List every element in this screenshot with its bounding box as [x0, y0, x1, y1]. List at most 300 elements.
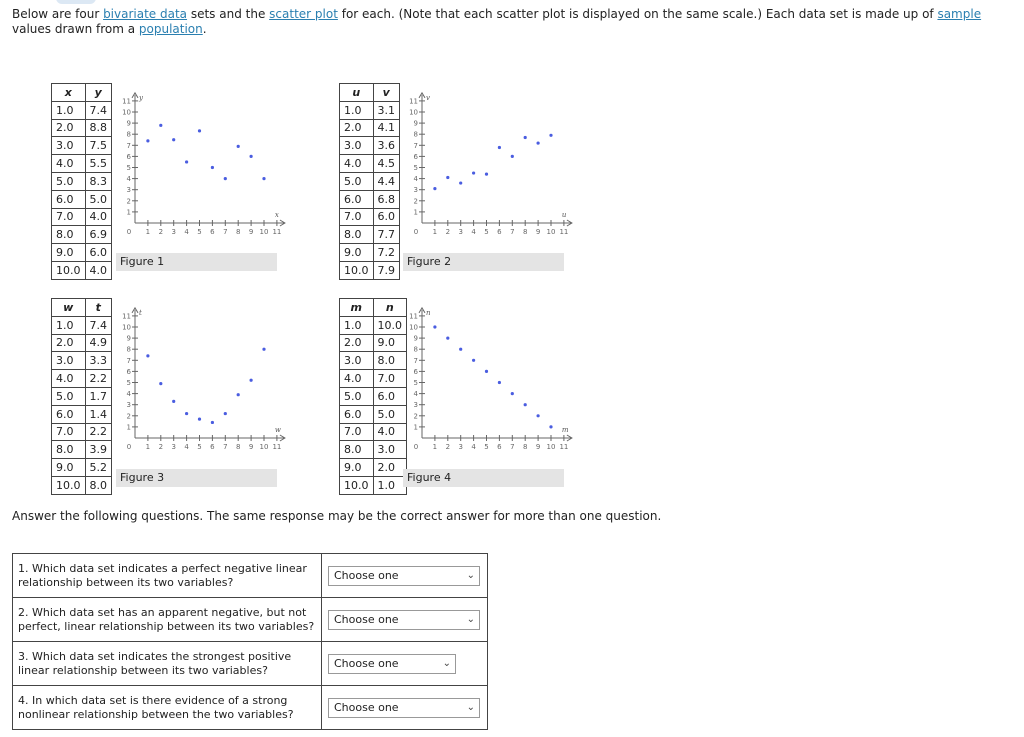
answer-cell: [322, 642, 488, 686]
table-cell: 3.9: [85, 441, 112, 459]
table-cell: 5.0: [52, 387, 86, 405]
question-text: 1. Which data set indicates a perfect negative linear relationship between its two variables?: [13, 554, 322, 598]
table-row: [52, 370, 112, 388]
x-tick-label: 1: [432, 228, 438, 236]
y-tick-label: 10: [409, 108, 418, 117]
x-tick-label: 3: [171, 228, 176, 236]
y-tick-label: 11: [122, 312, 131, 321]
y-tick-label: 8: [413, 345, 418, 354]
y-tick-label: 10: [409, 323, 418, 332]
table-row: [52, 208, 112, 226]
y-axis-label: t: [139, 308, 142, 317]
x-tick-label: 4: [184, 443, 189, 451]
table-cell: 8.0: [340, 441, 374, 459]
y-tick-label: 3: [413, 186, 418, 195]
y-tick-label: 7: [413, 141, 418, 150]
question-row: [13, 554, 488, 598]
x-tick-label: 5: [197, 228, 202, 236]
table-cell: 2.0: [52, 119, 86, 137]
table-cell: 3.0: [340, 352, 374, 370]
table-cell: 8.0: [85, 476, 112, 494]
x-tick-label: 11: [559, 443, 569, 451]
table-cell: 6.8: [373, 190, 400, 208]
table-row: [340, 101, 400, 119]
table-header-row: [340, 299, 407, 317]
answer-select-4[interactable]: [328, 698, 480, 718]
data-point: [472, 171, 475, 174]
data-table-2: [339, 83, 400, 280]
table-cell: 5.0: [340, 172, 374, 190]
y-tick-label: 7: [126, 141, 131, 150]
table-row: [52, 137, 112, 155]
x-tick-label: 9: [248, 443, 254, 451]
y-tick-label: 6: [413, 152, 418, 161]
y-tick-label: 1: [413, 208, 418, 217]
y-tick-label: 1: [126, 423, 131, 432]
x-tick-label: 6: [210, 443, 215, 451]
x-tick-label: 10: [546, 228, 556, 236]
table-cell: 10.0: [340, 476, 374, 494]
x-tick-label: 8: [235, 443, 241, 451]
x-tick-label: 11: [272, 228, 282, 236]
question-row: [13, 686, 488, 730]
column-header-2: y: [85, 84, 112, 102]
table-row: [52, 423, 112, 441]
x-tick-label: 6: [497, 228, 502, 236]
y-tick-label: 9: [413, 334, 418, 343]
x-tick-label: 11: [272, 443, 282, 451]
data-point: [498, 381, 501, 384]
link-scatter-plot[interactable]: scatter plot: [269, 7, 338, 21]
table-row: [52, 476, 112, 494]
data-point: [146, 139, 149, 142]
table-cell: 6.0: [373, 387, 407, 405]
table-cell: 6.0: [85, 244, 112, 262]
table-row: [52, 190, 112, 208]
table-cell: 7.0: [340, 208, 374, 226]
intro-text-part: Below are four: [12, 7, 104, 21]
data-point: [459, 181, 462, 184]
x-tick-label: 9: [248, 228, 254, 236]
intro-text-part: sets and the: [187, 7, 270, 21]
data-point: [159, 382, 162, 385]
x-tick-label: 6: [497, 443, 502, 451]
y-tick-label: 2: [126, 412, 131, 421]
data-point: [198, 129, 201, 132]
scatter-plot-1: [113, 87, 283, 247]
y-tick-label: 10: [122, 323, 131, 332]
question-text: 3. Which data set indicates the strongest positive linear relationship between its two variables?: [13, 642, 322, 686]
data-point: [250, 379, 253, 382]
table-row: [52, 334, 112, 352]
column-header-1: u: [340, 84, 374, 102]
data-point: [472, 359, 475, 362]
table-row: [52, 352, 112, 370]
table-cell: 4.9: [85, 334, 112, 352]
table-cell: 2.0: [340, 334, 374, 352]
y-tick-label: 5: [413, 379, 418, 387]
questions-table: [12, 553, 488, 730]
answer-select-value: Choose one: [334, 700, 399, 714]
table-cell: 4.0: [340, 370, 374, 388]
x-tick-label: 2: [445, 228, 451, 236]
answer-select-1[interactable]: [328, 566, 480, 586]
x-tick-label: 10: [259, 228, 269, 236]
x-tick-label: 2: [445, 443, 451, 451]
x-tick-label: 3: [458, 228, 463, 236]
x-tick-label: 7: [510, 443, 515, 451]
table-cell: 4.4: [373, 172, 400, 190]
table-cell: 2.0: [52, 334, 86, 352]
y-tick-label: 5: [413, 164, 418, 172]
x-tick-label: 4: [471, 228, 476, 236]
y-axis-label: n: [426, 308, 431, 317]
data-point: [224, 412, 227, 415]
figure-caption-2: Figure 2: [403, 253, 564, 271]
table-cell: 9.0: [340, 244, 374, 262]
y-tick-label: 8: [126, 345, 131, 354]
intro-text-part: .: [202, 22, 207, 36]
table-row: [52, 119, 112, 137]
y-tick-label: 2: [126, 197, 131, 206]
column-header-1: m: [340, 299, 374, 317]
x-tick-label: 7: [223, 228, 228, 236]
table-cell: 8.0: [373, 352, 407, 370]
answer-select-value: Choose one: [334, 568, 399, 582]
table-row: [340, 423, 407, 441]
question-text: 4. In which data set is there evidence of a strong nonlinear relationship between the two variables?: [13, 686, 322, 730]
y-tick-label: 9: [413, 119, 418, 128]
table-cell: 5.0: [85, 190, 112, 208]
x-tick-label: 5: [197, 443, 202, 451]
table-cell: 7.2: [373, 244, 400, 262]
data-table-4: [339, 298, 407, 495]
table-cell: 1.0: [52, 316, 86, 334]
data-point: [185, 412, 188, 415]
table-row: [340, 405, 407, 423]
x-tick-label: 3: [171, 443, 176, 451]
table-cell: 3.3: [85, 352, 112, 370]
x-tick-label: 8: [522, 443, 528, 451]
table-cell: 5.0: [52, 172, 86, 190]
data-point: [498, 146, 501, 149]
table-cell: 4.0: [85, 208, 112, 226]
column-header-1: w: [52, 299, 86, 317]
x-tick-label: 3: [458, 443, 463, 451]
table-row: [340, 370, 407, 388]
data-table-3: [51, 298, 112, 495]
table-row: [52, 101, 112, 119]
data-point: [198, 418, 201, 421]
data-point: [146, 354, 149, 357]
table-cell: 3.1: [373, 101, 400, 119]
table-cell: 9.0: [52, 244, 86, 262]
y-tick-label: 7: [413, 356, 418, 365]
figure-caption-1: Figure 1: [116, 253, 277, 271]
table-cell: 6.0: [52, 405, 86, 423]
table-row: [340, 387, 407, 405]
table-cell: 6.0: [340, 405, 374, 423]
table-cell: 5.0: [373, 405, 407, 423]
table-cell: 5.0: [340, 387, 374, 405]
data-point: [446, 337, 449, 340]
data-point: [237, 145, 240, 148]
table-row: [340, 316, 407, 334]
data-table-1: [51, 83, 112, 280]
data-point: [537, 414, 540, 417]
y-tick-label: 4: [413, 390, 418, 399]
table-cell: 9.0: [52, 459, 86, 477]
table-row: [52, 459, 112, 477]
data-point: [446, 176, 449, 179]
data-point: [537, 141, 540, 144]
y-tick-label: 2: [413, 197, 418, 206]
table-cell: 6.0: [340, 190, 374, 208]
table-row: [52, 405, 112, 423]
table-row: [340, 155, 400, 173]
top-decoration: [56, 0, 96, 4]
table-cell: 3.0: [52, 137, 86, 155]
table-cell: 7.0: [52, 423, 86, 441]
data-point: [172, 400, 175, 403]
table-cell: 9.0: [373, 334, 407, 352]
y-tick-label: 3: [126, 186, 131, 195]
table-cell: 4.0: [52, 370, 86, 388]
y-tick-label: 10: [122, 108, 131, 117]
link-population[interactable]: population: [138, 22, 203, 36]
y-tick-label: 1: [126, 208, 131, 217]
y-tick-label: 5: [126, 379, 131, 387]
y-tick-label: 11: [409, 312, 418, 321]
figure-caption-3: Figure 3: [116, 469, 277, 487]
y-tick-label: 4: [126, 175, 131, 184]
column-header-1: x: [52, 84, 86, 102]
table-cell: 3.0: [340, 137, 374, 155]
table-header-row: [52, 84, 112, 102]
table-header-row: [340, 84, 400, 102]
intro-text-part: for each. (Note that each scatter plot is displayed on the same scale.) Each data set is made up of: [337, 7, 938, 21]
y-tick-label: 7: [126, 356, 131, 365]
table-row: [52, 244, 112, 262]
y-tick-label: 8: [413, 130, 418, 139]
data-point: [250, 155, 253, 158]
data-point: [485, 370, 488, 373]
y-tick-label: 4: [126, 390, 131, 399]
data-point: [262, 348, 265, 351]
question-row: [13, 642, 488, 686]
table-cell: 4.0: [340, 155, 374, 173]
y-tick-label: 3: [126, 401, 131, 410]
data-point: [211, 166, 214, 169]
y-tick-label: 2: [413, 412, 418, 421]
data-point: [211, 421, 214, 424]
x-axis-label: m: [561, 426, 569, 434]
x-tick-label: 9: [535, 228, 541, 236]
table-cell: 10.0: [52, 476, 86, 494]
x-tick-label: 2: [158, 228, 164, 236]
intro-text-part: values drawn from a: [12, 22, 139, 36]
table-cell: 7.9: [373, 261, 400, 279]
scatter-plot-3: [113, 302, 283, 462]
origin-label: 0: [126, 443, 132, 451]
table-header-row: [52, 299, 112, 317]
table-cell: 8.8: [85, 119, 112, 137]
axes: [409, 308, 572, 451]
x-tick-label: 7: [510, 228, 515, 236]
table-cell: 2.2: [85, 370, 112, 388]
table-row: [52, 441, 112, 459]
data-point: [433, 325, 436, 328]
y-axis-label: y: [139, 93, 143, 102]
table-row: [52, 226, 112, 244]
x-tick-label: 10: [546, 443, 556, 451]
table-cell: 1.4: [85, 405, 112, 423]
table-cell: 3.6: [373, 137, 400, 155]
origin-label: 0: [413, 228, 419, 236]
data-point: [485, 173, 488, 176]
data-point: [185, 160, 188, 163]
table-cell: 6.0: [373, 208, 400, 226]
table-cell: 9.0: [340, 459, 374, 477]
y-tick-label: 8: [126, 130, 131, 139]
data-point: [433, 187, 436, 190]
data-point: [524, 136, 527, 139]
table-row: [52, 387, 112, 405]
x-tick-label: 5: [484, 228, 489, 236]
chevron-down-icon: ⌄: [466, 613, 475, 625]
table-cell: 3.0: [52, 352, 86, 370]
table-cell: 1.0: [52, 101, 86, 119]
table-row: [52, 155, 112, 173]
table-cell: 5.5: [85, 155, 112, 173]
figure-caption-4: Figure 4: [403, 469, 564, 487]
x-tick-label: 11: [559, 228, 569, 236]
table-cell: 7.4: [85, 316, 112, 334]
table-cell: 10.0: [373, 316, 407, 334]
table-cell: 1.0: [340, 101, 374, 119]
table-cell: 10.0: [340, 261, 374, 279]
table-row: [340, 172, 400, 190]
instruction-text: Answer the following questions. The same response may be the correct answer for more than one question.: [12, 509, 662, 523]
x-tick-label: 5: [484, 443, 489, 451]
data-point: [549, 425, 552, 428]
y-tick-label: 9: [126, 119, 131, 128]
table-cell: 7.0: [373, 370, 407, 388]
question-text: 2. Which data set has an apparent negative, but not perfect, linear relationship between its two variables?: [13, 598, 322, 642]
x-axis-label: w: [274, 426, 281, 434]
x-tick-label: 4: [471, 443, 476, 451]
column-header-2: v: [373, 84, 400, 102]
answer-cell: [322, 554, 488, 598]
answer-select-2[interactable]: [328, 610, 480, 630]
column-header-2: n: [373, 299, 407, 317]
scatter-plot-4: [400, 302, 570, 462]
x-tick-label: 4: [184, 228, 189, 236]
table-cell: 4.0: [373, 423, 407, 441]
answer-cell: [322, 598, 488, 642]
table-row: [340, 137, 400, 155]
table-cell: 1.7: [85, 387, 112, 405]
y-tick-label: 9: [126, 334, 131, 343]
origin-label: 0: [413, 443, 419, 451]
link-bivariate-data[interactable]: bivariate data: [103, 7, 188, 21]
data-point: [159, 124, 162, 127]
table-cell: 2.0: [340, 119, 374, 137]
chevron-down-icon: ⌄: [466, 569, 475, 581]
y-tick-label: 11: [409, 97, 418, 106]
scatter-plot-2: [400, 87, 570, 247]
data-point: [524, 403, 527, 406]
x-tick-label: 1: [432, 443, 438, 451]
column-header-2: t: [85, 299, 112, 317]
table-row: [340, 261, 400, 279]
x-tick-label: 6: [210, 228, 215, 236]
x-tick-label: 7: [223, 443, 228, 451]
y-tick-label: 6: [413, 367, 418, 376]
answer-select-value: Choose one: [334, 656, 399, 670]
answer-select-3[interactable]: [328, 654, 456, 674]
x-tick-label: 8: [235, 228, 241, 236]
data-point: [172, 138, 175, 141]
axes: [409, 93, 572, 236]
data-point: [511, 155, 514, 158]
y-tick-label: 6: [126, 367, 131, 376]
question-row: [13, 598, 488, 642]
x-tick-label: 9: [535, 443, 541, 451]
table-row: [52, 316, 112, 334]
table-cell: 7.7: [373, 226, 400, 244]
chevron-down-icon: ⌄: [466, 701, 475, 713]
table-cell: 8.0: [52, 226, 86, 244]
y-tick-label: 11: [122, 97, 131, 106]
table-cell: 2.0: [373, 459, 407, 477]
table-cell: 8.0: [340, 226, 374, 244]
data-point: [459, 348, 462, 351]
table-row: [340, 119, 400, 137]
y-axis-label: v: [426, 93, 430, 102]
data-point: [262, 177, 265, 180]
link-sample[interactable]: sample: [937, 7, 982, 21]
table-cell: 4.1: [373, 119, 400, 137]
y-tick-label: 4: [413, 175, 418, 184]
x-tick-label: 8: [522, 228, 528, 236]
table-cell: 8.3: [85, 172, 112, 190]
table-cell: 6.0: [52, 190, 86, 208]
table-cell: 3.0: [373, 441, 407, 459]
x-tick-label: 1: [145, 443, 151, 451]
axes: [122, 93, 285, 236]
x-tick-label: 10: [259, 443, 269, 451]
table-cell: 8.0: [52, 441, 86, 459]
table-row: [52, 172, 112, 190]
y-tick-label: 5: [126, 164, 131, 172]
data-point: [549, 134, 552, 137]
table-cell: 10.0: [52, 261, 86, 279]
data-point: [224, 177, 227, 180]
axes: [122, 308, 285, 451]
answer-cell: [322, 686, 488, 730]
table-cell: 7.4: [85, 101, 112, 119]
table-cell: 1.0: [340, 316, 374, 334]
x-tick-label: 1: [145, 228, 151, 236]
table-cell: 2.2: [85, 423, 112, 441]
y-tick-label: 1: [413, 423, 418, 432]
table-cell: 7.5: [85, 137, 112, 155]
x-tick-label: 2: [158, 443, 164, 451]
table-row: [340, 226, 400, 244]
y-tick-label: 3: [413, 401, 418, 410]
table-row: [340, 334, 407, 352]
